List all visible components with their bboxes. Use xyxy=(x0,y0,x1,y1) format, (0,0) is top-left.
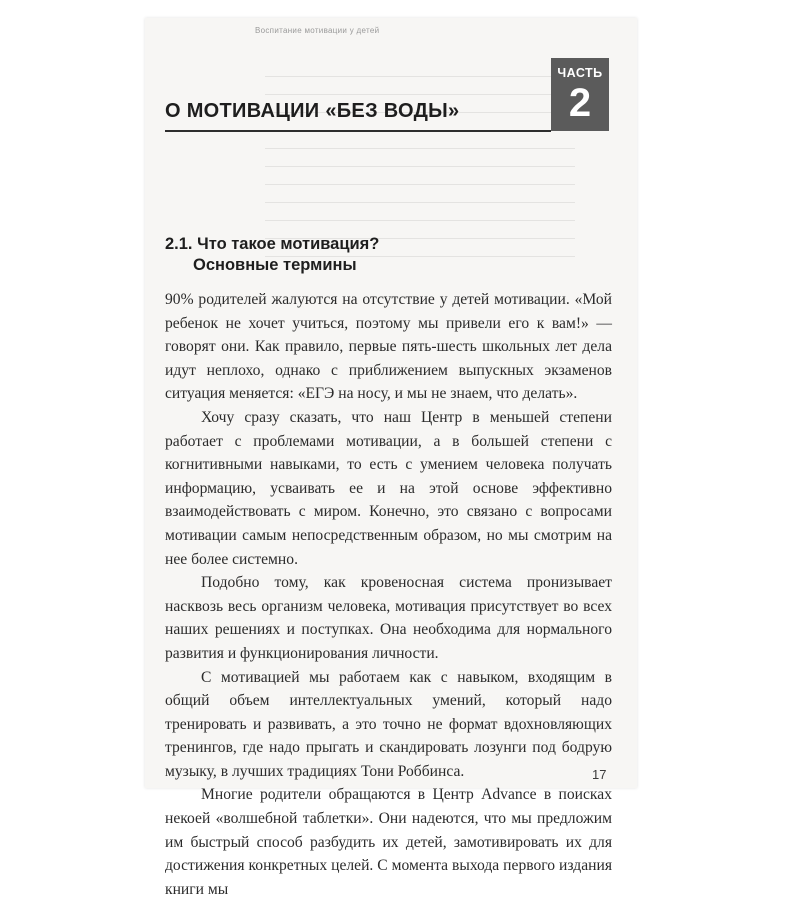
chapter-label: ЧАСТЬ xyxy=(557,66,603,80)
paragraph: 90% родителей жалуются на отсутствие у детей мотивации. «Мой ребенок не хочет учиться, поэтому мы привели его к вам!» — говорят они. Как правило, первые пять-шесть школьных лет дела идут неплохо, однако с приближением выпускных экзаменов ситуация меняется: «ЕГЭ на носу, и мы не знаем, что делать». xyxy=(165,291,612,403)
paragraph: Подобно тому, как кровеносная система пронизывает насквозь весь организм человека, мотивация присутствует во всех наших решениях и поступках. Она необходима для нормального развития и функционирования личности. xyxy=(165,574,612,662)
chapter-number: 2 xyxy=(568,81,592,125)
body-text xyxy=(165,288,612,901)
chapter-title: О МОТИВАЦИИ «БЕЗ ВОДЫ» xyxy=(165,100,460,122)
book-page xyxy=(145,18,637,898)
section-title: 2.1. Что такое мотивация? xyxy=(165,235,380,253)
paragraph: Многие родители обращаются в Центр Advance в поисках некоей «волшебной таблетки». Они надеются, что мы предложим им быстрый способ разбудить их детей, замотивировать их для достижения конкретных целей. С момента выхода первого издания книги мы xyxy=(165,786,612,898)
page-number: 17 xyxy=(592,767,607,782)
chapter-badge xyxy=(551,58,609,131)
paragraph: С мотивацией мы работаем как с навыком, входящим в общий объем интеллектуальных умений, который надо тренировать и развивать, а это точно не формат вдохновляющих тренингов, где надо прыгать и скандировать лозунги под бодрую музыку, в лучших традициях Тони Роббинса. xyxy=(165,668,612,780)
section-heading xyxy=(165,234,379,276)
title-rule xyxy=(165,130,551,132)
section-subtitle: Основные термины xyxy=(193,256,357,274)
paragraph: Хочу сразу сказать, что наш Центр в меньшей степени работает с проблемами мотивации, а в большей степени с когнитивными навыками, то есть с умением человека получать информацию, усваивать ее и на этой основе эффективно взаимодействовать с миром. Конечно, это связано с вопросами мотивации самым непосредственным образом, но мы смотрим на нее более системно. xyxy=(165,408,612,568)
running-head: Воспитание мотивации у детей xyxy=(255,26,380,35)
